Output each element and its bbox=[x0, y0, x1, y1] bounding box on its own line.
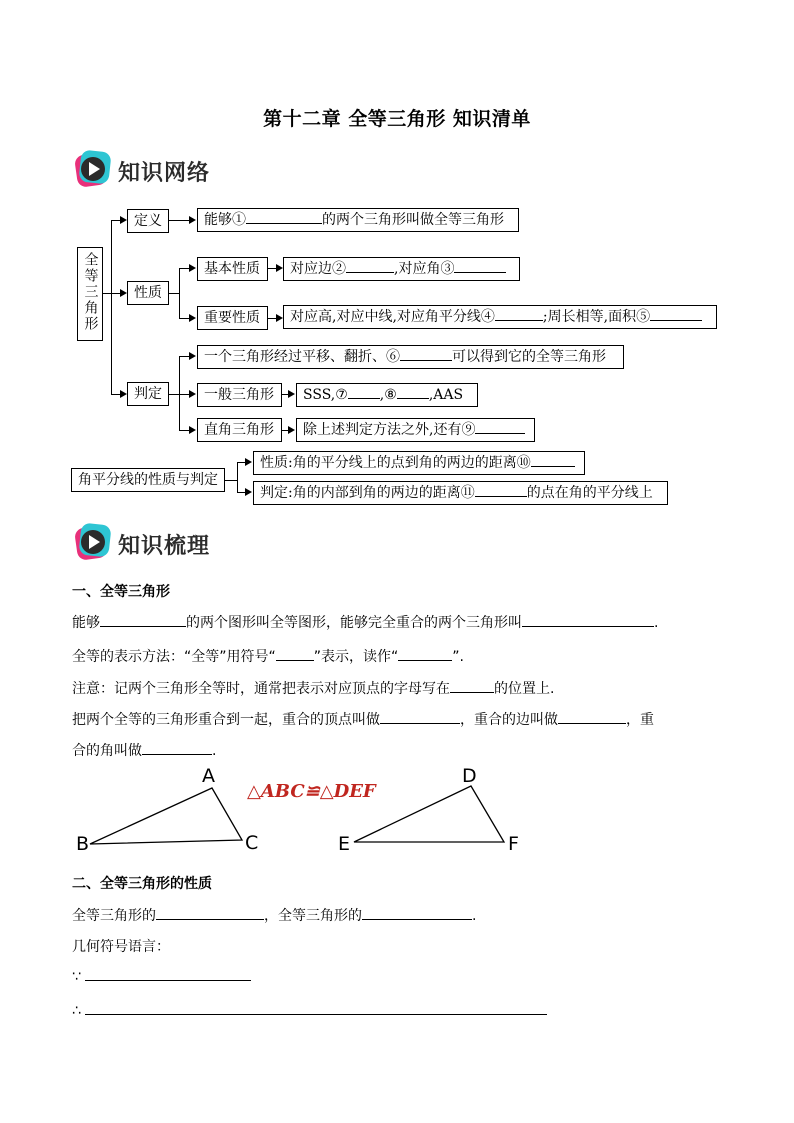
knowledge-network-banner bbox=[72, 148, 232, 192]
section-2-paragraph-2: 几何符号语言： bbox=[72, 939, 170, 955]
arrow-icon bbox=[189, 426, 196, 434]
definition-label-box: 定义 bbox=[127, 209, 169, 233]
triangles-figure bbox=[0, 762, 794, 862]
vertex-label-e: E bbox=[338, 833, 351, 855]
general-triangle-label-box: 一般三角形 bbox=[197, 383, 282, 407]
arrow-icon bbox=[120, 289, 127, 297]
connector bbox=[111, 220, 112, 395]
section-2-heading: 二、全等三角形的性质 bbox=[72, 876, 212, 892]
right-triangle-text-box: 除上述判定方法之外,还有⑨ bbox=[296, 418, 535, 442]
tree-root-box bbox=[77, 247, 103, 341]
section-1-paragraph-4: 把两个全等的三角形重合到一起，重合的顶点叫做 ，重合的边叫做 ，重 bbox=[72, 708, 654, 729]
blank bbox=[156, 904, 264, 920]
connector bbox=[179, 268, 180, 318]
vertex-label-d: D bbox=[462, 765, 477, 787]
triangle-abc bbox=[90, 788, 242, 844]
arrow-icon bbox=[245, 488, 252, 496]
blank-9 bbox=[475, 419, 525, 434]
vertex-label-a: A bbox=[202, 765, 215, 787]
blank-3 bbox=[454, 258, 506, 273]
knowledge-review-banner bbox=[72, 521, 232, 565]
blank-7 bbox=[348, 384, 380, 399]
arrow-icon bbox=[189, 314, 196, 322]
blank bbox=[362, 904, 472, 920]
blank bbox=[522, 611, 654, 627]
blank bbox=[85, 999, 547, 1015]
vertex-label-b: B bbox=[76, 833, 90, 855]
triangle-def bbox=[354, 786, 504, 842]
arrow-icon bbox=[189, 264, 196, 272]
important-property-text-box: 对应高,对应中线,对应角平分线④ ;周长相等,面积⑤ bbox=[283, 305, 717, 329]
arrow-icon bbox=[288, 426, 295, 434]
connector bbox=[169, 394, 179, 395]
basic-property-label-box: 基本性质 bbox=[197, 257, 268, 281]
play-logo-icon bbox=[72, 148, 112, 190]
knowledge-review-heading: 知识梳理 bbox=[118, 534, 211, 559]
bisector-judge-text-box: 判定:角的内部到角的两边的距离⑪ 的点在角的平分线上 bbox=[253, 481, 668, 505]
arrow-icon bbox=[245, 458, 252, 466]
blank bbox=[398, 645, 452, 661]
tree-root-label: 全等三角形 bbox=[82, 252, 99, 332]
important-property-label-box: 重要性质 bbox=[197, 306, 268, 330]
arrow-icon bbox=[189, 390, 196, 398]
definition-text-box: 能够① 的两个三角形叫做全等三角形 bbox=[197, 208, 519, 232]
arrow-icon bbox=[120, 216, 127, 224]
section-2-paragraph-1: 全等三角形的 ，全等三角形的 . bbox=[72, 904, 476, 925]
bisector-label-box: 角平分线的性质与判定 bbox=[71, 468, 225, 492]
blank-1 bbox=[246, 209, 322, 224]
blank bbox=[100, 611, 186, 627]
right-triangle-label-box: 直角三角形 bbox=[197, 418, 282, 442]
arrow-icon bbox=[276, 314, 283, 322]
section-1-heading: 一、全等三角形 bbox=[72, 584, 170, 600]
judge-transform-text-box: 一个三角形经过平移、翻折、⑥ 可以得到它的全等三角形 bbox=[197, 345, 624, 369]
arrow-icon bbox=[276, 264, 283, 272]
connector bbox=[268, 268, 276, 269]
blank-5 bbox=[650, 306, 702, 321]
blank-8 bbox=[397, 384, 429, 399]
judgement-label-box: 判定 bbox=[127, 382, 169, 406]
connector bbox=[225, 480, 237, 481]
section-1-paragraph-2: 全等的表示方法：“全等”用符号“ ”表示，读作“ ”. bbox=[72, 645, 464, 666]
connector bbox=[103, 293, 111, 294]
page-title: 第十二章 全等三角形 知识清单 bbox=[263, 108, 531, 130]
section-1-paragraph-1: 能够 的两个图形叫全等图形，能够完全重合的两个三角形叫 . bbox=[72, 611, 658, 632]
blank bbox=[380, 708, 460, 724]
arrow-icon bbox=[288, 390, 295, 398]
arrow-icon bbox=[189, 216, 196, 224]
blank-6 bbox=[400, 346, 452, 361]
connector bbox=[179, 356, 180, 430]
connector bbox=[237, 462, 238, 493]
congruence-formula: △ABC≌△DEF bbox=[247, 781, 376, 802]
therefore-line: ∴ bbox=[72, 999, 547, 1019]
basic-property-text-box: 对应边② ,对应角③ bbox=[283, 257, 520, 281]
section-1-paragraph-3: 注意：记两个三角形全等时，通常把表示对应顶点的字母写在 的位置上. bbox=[72, 677, 554, 698]
arrow-icon bbox=[189, 352, 196, 360]
play-logo-icon bbox=[72, 521, 112, 563]
arrow-icon bbox=[120, 390, 127, 398]
blank bbox=[450, 677, 494, 693]
blank bbox=[85, 965, 251, 981]
because-line: ∵ bbox=[72, 965, 251, 985]
blank bbox=[142, 739, 212, 755]
vertex-label-f: F bbox=[508, 833, 519, 855]
section-1-paragraph-5: 合的角叫做 . bbox=[72, 739, 216, 760]
blank bbox=[276, 645, 314, 661]
bisector-property-text-box: 性质:角的平分线上的点到角的两边的距离⑩ bbox=[253, 451, 585, 475]
connector bbox=[169, 220, 189, 221]
vertex-label-c: C bbox=[245, 832, 259, 854]
blank-10 bbox=[531, 452, 575, 467]
general-triangle-text-box: SSS,⑦ ,⑧ ,AAS bbox=[296, 383, 478, 407]
connector bbox=[169, 293, 179, 294]
property-label-box: 性质 bbox=[127, 281, 169, 305]
blank bbox=[558, 708, 626, 724]
blank-2 bbox=[346, 258, 394, 273]
blank-11 bbox=[475, 482, 527, 497]
connector bbox=[268, 318, 276, 319]
knowledge-network-heading: 知识网络 bbox=[118, 161, 211, 186]
blank-4 bbox=[495, 306, 543, 321]
